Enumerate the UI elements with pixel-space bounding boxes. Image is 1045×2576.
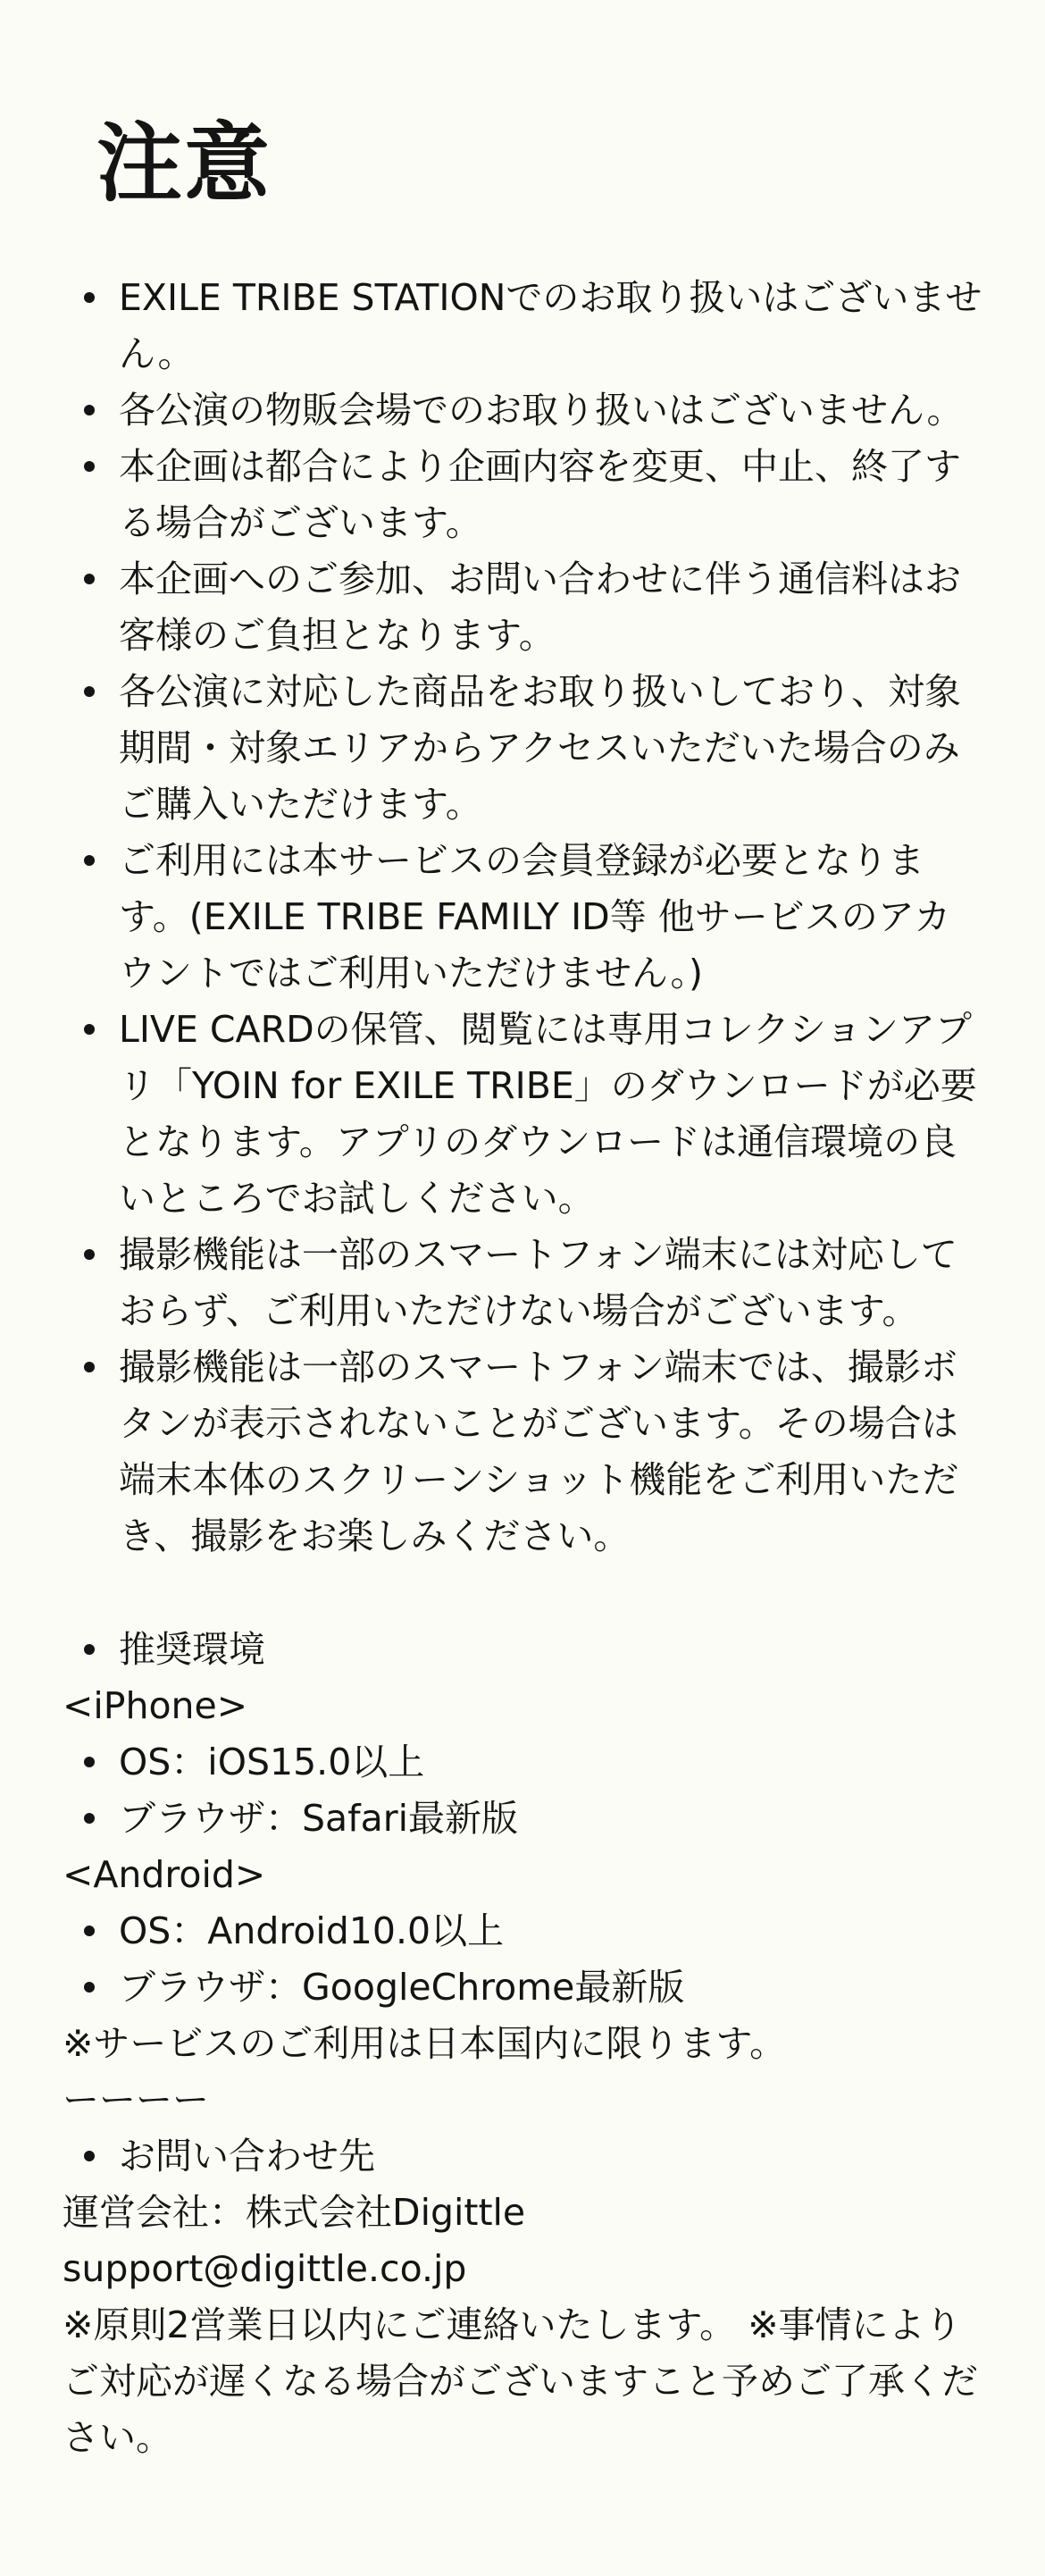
notice-list <box>63 270 986 1565</box>
region-note: ※サービスのご利用は日本国内に限ります。 <box>63 2022 787 2065</box>
android-label: <Android> <box>63 1853 266 1896</box>
bullet-icon <box>84 574 95 584</box>
bullet-icon <box>84 1982 95 1993</box>
bullet-icon <box>84 1362 95 1372</box>
company-name: 運営会社：株式会社Digittle <box>63 2191 526 2234</box>
list-item <box>63 1339 986 1565</box>
notice-text: 各公演の物販会場でのお取り扱いはございません。 <box>119 389 964 432</box>
iphone-os: OS：iOS15.0以上 <box>119 1741 425 1783</box>
list-item <box>63 833 986 1002</box>
bullet-icon <box>84 292 95 303</box>
environment-heading-row <box>63 1622 986 1678</box>
support-email[interactable]: support@digittle.co.jp <box>63 2247 467 2290</box>
contact-heading-row <box>63 2128 986 2185</box>
iphone-os-row <box>63 1734 986 1791</box>
divider: ーーーー <box>63 2078 209 2121</box>
bullet-icon <box>84 1813 95 1824</box>
list-item <box>63 664 986 833</box>
notice-text: 本企画へのご参加、お問い合わせに伴う通信料はお客様のご負担となります。 <box>119 558 961 657</box>
bullet-icon <box>84 1024 95 1035</box>
contact-note: ※原則2営業日以内にご連絡いたします。 ※事情によりご対応が遅くなる場合がございますこと予めご了承ください。 <box>63 2303 978 2459</box>
notice-text: 撮影機能は一部のスマートフォン端末では、撮影ボタンが表示されないことがございます。その場合は端末本体のスクリーンショット機能をご利用いただき、撮影をお楽しみください。 <box>119 1346 959 1557</box>
list-item <box>63 1227 986 1339</box>
bullet-icon <box>84 405 95 415</box>
list-item <box>63 439 986 551</box>
android-os: OS：Android10.0以上 <box>119 1909 505 1952</box>
notice-text: 各公演に対応した商品をお取り扱いしており、対象期間・対象エリアからアクセスいただいた場合のみご購入いただけます。 <box>119 670 961 826</box>
android-os-row <box>63 1903 986 1959</box>
page-title: 注意 <box>96 113 272 214</box>
bullet-icon <box>84 1757 95 1767</box>
android-browser: ブラウザ：GoogleChrome最新版 <box>119 1966 685 2009</box>
list-item <box>63 270 986 382</box>
bullet-icon <box>84 686 95 697</box>
iphone-browser-row <box>63 1791 986 1847</box>
bullet-icon <box>84 2151 95 2161</box>
notice-text: EXILE TRIBE STATIONでのお取り扱いはございません。 <box>119 276 982 375</box>
list-item <box>63 551 986 664</box>
bullet-icon <box>84 461 95 472</box>
list-item <box>63 1002 986 1227</box>
notice-text: 撮影機能は一部のスマートフォン端末には対応しておらず、ご利用いただけない場合がございます。 <box>119 1233 957 1332</box>
contact-heading: お問い合わせ先 <box>119 2135 375 2177</box>
android-browser-row <box>63 1959 986 2016</box>
notice-text: LIVE CARDの保管、閲覧には専用コレクションアプリ「YOIN for EXILE TRIBE」のダウンロードが必要となります。アプリのダウンロードは通信環境の良いところでお試しください。 <box>119 1008 977 1220</box>
notice-text: 本企画は都合により企画内容を変更、中止、終了する場合がございます。 <box>119 445 961 544</box>
iphone-label: <iPhone> <box>63 1684 248 1727</box>
notice-text: ご利用には本サービスの会員登録が必要となります。(EXILE TRIBE FAMILY ID等 他サービスのアカウントではご利用いただけません。) <box>119 839 951 994</box>
environment-heading: 推奨環境 <box>119 1628 265 1671</box>
bullet-icon <box>84 1644 95 1655</box>
bullet-icon <box>84 1926 95 1936</box>
bullet-icon <box>84 855 95 866</box>
bullet-icon <box>84 1249 95 1260</box>
environment-section <box>63 1622 986 2466</box>
list-item <box>63 382 986 439</box>
iphone-browser: ブラウザ：Safari最新版 <box>119 1797 518 1840</box>
